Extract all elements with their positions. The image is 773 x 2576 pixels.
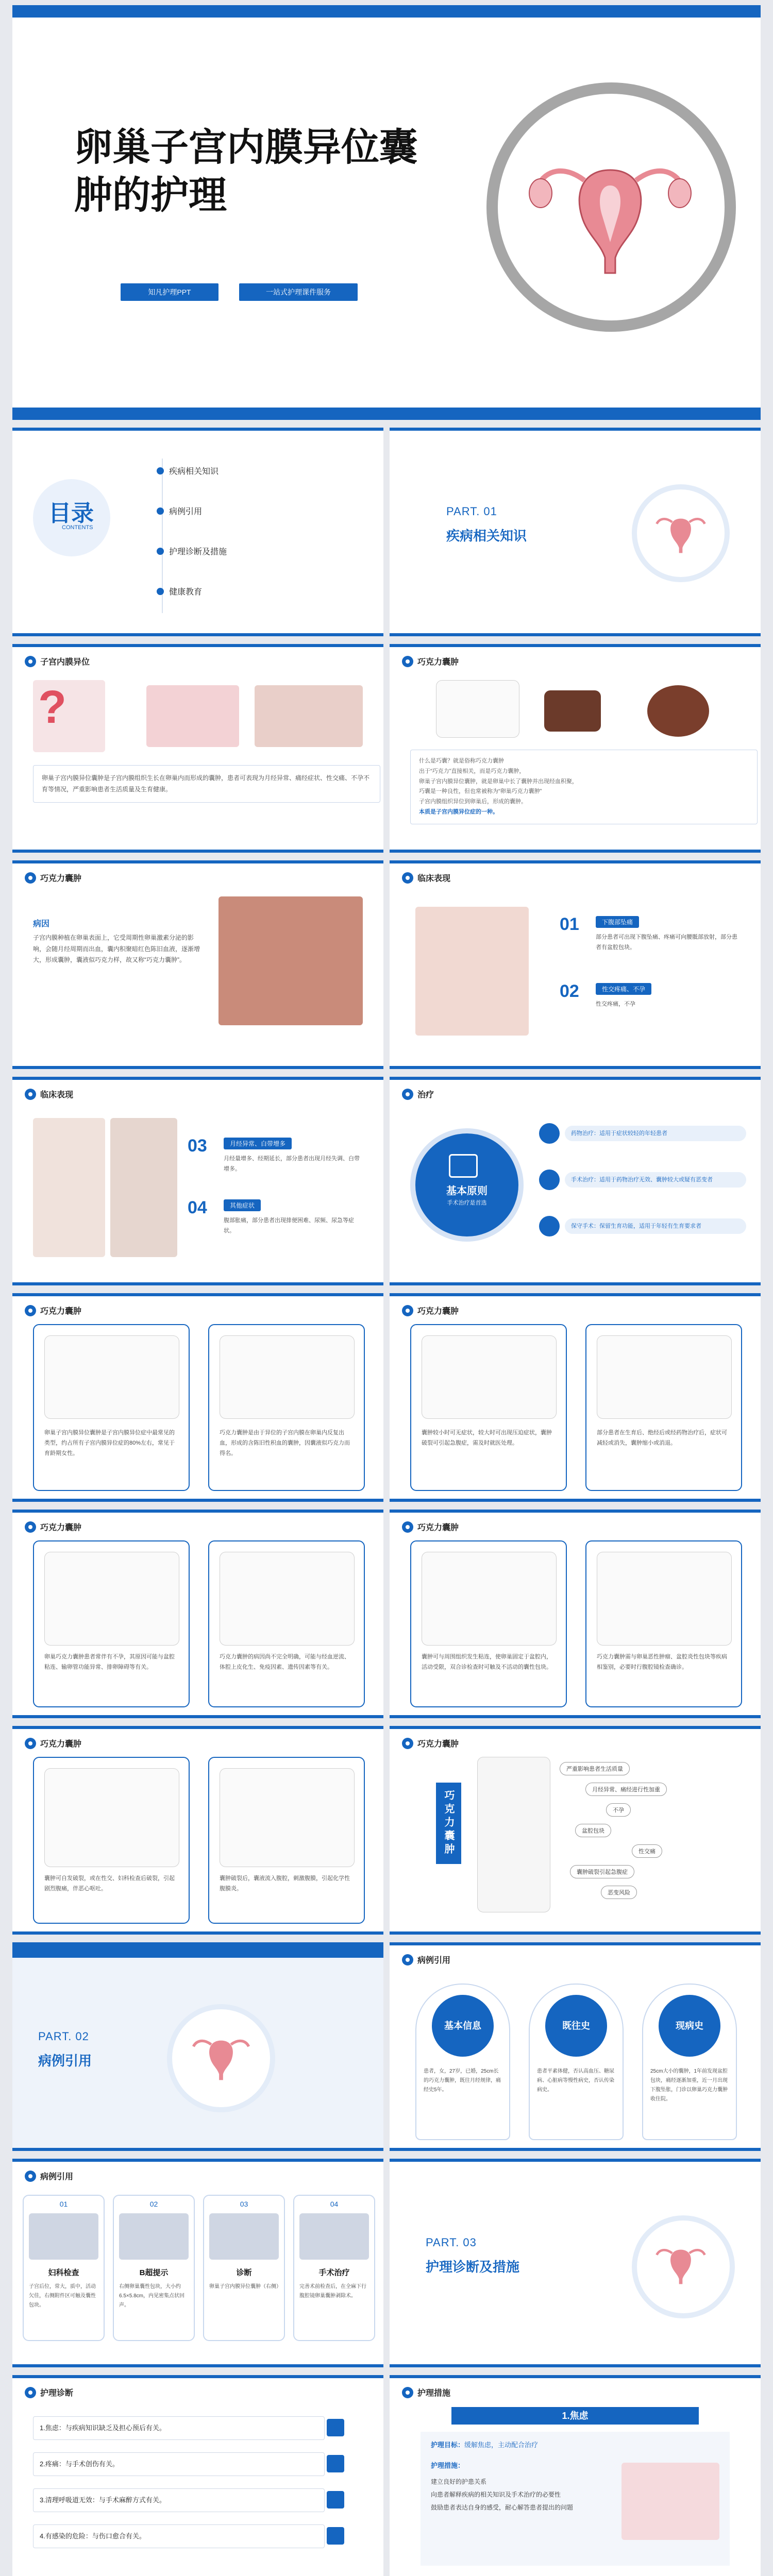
cover-slide [12, 5, 761, 420]
infection-icon [327, 2527, 344, 2545]
nursing-diagnosis-slide [12, 2375, 383, 2576]
treatment-option-2: 手术治疗：适用于药物治疗无效、囊肿较大或疑有恶变者 [565, 1172, 746, 1188]
endometriosis-text: 卵巢子宫内膜异位囊肿是子宫内膜组织生长在卵巢内而形成的囊肿，患者可表现为月经异常、痛经症状、性交痛、不孕不育等情况，严重影响患者生活质量及生育健康。 [33, 765, 380, 803]
abdomen-photo [255, 685, 363, 747]
case-column-3 [642, 1984, 737, 2140]
sketch-card-2 [208, 1540, 365, 1707]
bullet-icon [157, 588, 164, 595]
diagnosis-item-3: 3.清理呼吸道无效：与手术麻醉方式有关。 [33, 2488, 325, 2512]
cover-top-band [12, 5, 761, 18]
heading-icon [25, 1521, 36, 1533]
sketch-image [422, 1335, 557, 1419]
airway-icon [327, 2491, 344, 2509]
slide-heading: 巧克力囊肿 [402, 1737, 459, 1749]
uterus-icon [650, 2236, 712, 2287]
slide-heading: 病例引用 [25, 2170, 73, 2182]
symptom-text-3: 月经量增多、经期延长，部分患者出现月经失调、白带增多。 [224, 1156, 360, 1172]
effect-bubble-4: 盆腔包块 [575, 1824, 611, 1837]
toc-subtitle: CONTENTS [62, 524, 93, 531]
sketch-caption: 囊肿破裂后，囊液流入腹腔，刺激腹膜，引起化学性腹膜炎。 [220, 1875, 350, 1892]
slide-heading: 巧克力囊肿 [402, 655, 459, 667]
part03a-label: PART. 03 [426, 2236, 477, 2249]
slide-heading: 临床表现 [25, 1088, 73, 1100]
case-step-number: 02 [149, 2200, 158, 2208]
heading-icon [25, 2171, 36, 2182]
symptom-text-1: 部分患者可出现下腹坠痛、疼痛可向腰骶部放射，部分患者有盆腔包块。 [596, 934, 737, 951]
treatment-option-1: 药物治疗：适用于症状较轻的年轻患者 [565, 1126, 746, 1141]
treatment-icon-2 [539, 1170, 560, 1190]
heading-icon [402, 656, 413, 667]
heading-icon [25, 1305, 36, 1316]
sketch-caption: 卵巢子宫内膜异位囊肿是子宫内膜异位症中最常见的类型，约占所有子宫内膜异位症的80%左右，常见于育龄期女性。 [44, 1430, 175, 1456]
uterus-illustration-icon [523, 129, 698, 283]
case-step-title: 手术治疗 [318, 2268, 350, 2277]
heading-icon [402, 1089, 413, 1100]
sketch-image [422, 1552, 557, 1646]
part03a-title: 护理诊断及措施 [426, 2259, 520, 2275]
slide-heading: 巧克力囊肿 [25, 1521, 81, 1533]
case-exam-slide [12, 2159, 383, 2367]
slide-heading: 护理诊断 [25, 2386, 73, 2398]
sketch-image [597, 1552, 732, 1646]
case-column-text: 25cm大小的囊肿，1年前发现盆腔包块，痛经逐渐加重，近一月出现下腹坠胀，门诊以卵巢巧克力囊肿收住院。 [650, 2069, 728, 2102]
clinical-1-slide [390, 860, 761, 1069]
nursing-care-1-slide [390, 2375, 761, 2576]
part02-label: PART. 02 [38, 2030, 89, 2043]
sketch-slide-2 [390, 1293, 761, 1502]
uterus-icon [650, 505, 712, 556]
cover-title-line1: 卵巢子宫内膜异位囊 [74, 126, 417, 168]
sketch-image [220, 1335, 355, 1419]
symptom-number-2: 02 [560, 981, 579, 1001]
cause-text: 子宫内膜种植在卵巢表面上，它受周期性卵巢激素分泌的影响，会随月经周期而出血，囊内积聚暗红色陈旧血液，逐渐增大，形成囊肿，囊液似巧克力样，故又称“巧克力囊肿”。 [33, 934, 200, 964]
case-step-text: 卵巢子宫内膜异位囊肿（右侧） [209, 2284, 281, 2290]
toc-slide [12, 428, 383, 636]
document-icon [449, 1154, 478, 1178]
toc-item-label: 病例引用 [169, 507, 203, 516]
cover-title [74, 124, 417, 219]
case-step-number: 03 [240, 2200, 248, 2208]
effect-bubble-1: 严重影响患者生活质量 [560, 1762, 630, 1775]
sketch-card-1 [33, 1540, 190, 1707]
case-step-4 [293, 2195, 375, 2341]
cause-label: 病因 [33, 920, 50, 928]
sketch-card-1 [410, 1324, 567, 1491]
effect-bubble-5: 性交痛 [632, 1844, 662, 1858]
sketch-caption: 囊肿可与周围组织发生粘连，使卵巢固定于盆腔内，活动受限，双合诊检查时可触及不活动的囊性包块。 [422, 1654, 552, 1670]
sketch-card-1 [33, 1757, 190, 1924]
anxiety-icon [327, 2419, 344, 2436]
symptom-tag-2: 性交疼痛、不孕 [596, 983, 651, 995]
case-step-text: 子宫后位，常大，质中，活动欠佳，右侧附件区可触及囊性包块。 [29, 2284, 96, 2308]
sketch-card-2 [208, 1757, 365, 1924]
symptom-number-4: 04 [188, 1198, 207, 1217]
symptom-tag-3: 月经异常、白带增多 [224, 1138, 292, 1149]
sketch-image [44, 1335, 179, 1419]
effects-slide [390, 1726, 761, 1935]
sketch-card-1 [33, 1324, 190, 1491]
sketch-card-2 [208, 1324, 365, 1491]
sketch-card-2 [585, 1324, 742, 1491]
care-measures-label: 护理措施： [431, 2462, 465, 2469]
case-step-photo [119, 2213, 189, 2260]
bullet-icon [157, 467, 164, 474]
symptom-tag-4: 其他症状 [224, 1199, 261, 1211]
chocolate-image-2 [647, 685, 709, 737]
heading-icon [402, 872, 413, 884]
care-goal: 护理目标：缓解焦虑，主动配合治疗 [431, 2441, 539, 2449]
cover-title-line2: 肿的护理 [74, 173, 227, 216]
slide-heading: 巧克力囊肿 [25, 1304, 81, 1316]
case-step-3 [203, 2195, 285, 2341]
symptom-text-4: 腹部胀痛，部分患者出现排便困难、尿频、尿急等症状。 [224, 1217, 354, 1234]
case-column-text: 患者，女，27岁，已婚，25cm长的巧克力囊肿，既往月经规律，痛经史5年。 [424, 2069, 501, 2093]
case-step-title: 诊断 [236, 2268, 252, 2277]
chocolate-cyst-intro-slide [390, 644, 761, 853]
treatment-principle-sub: 手术治疗是首选 [447, 1200, 487, 1206]
patient-photo-1 [33, 1118, 105, 1257]
sketch-slide-3 [12, 1510, 383, 1718]
chocolate-cyst-cause-slide [12, 860, 383, 1069]
bullet-icon [157, 507, 164, 515]
case-step-text: 完善术前检查后，在全麻下行腹腔镜卵巢囊肿剥除术。 [299, 2284, 366, 2299]
sketch-image [220, 1768, 355, 1867]
treatment-option-3: 保守手术：保留生育功能，适用于年轻有生育要求者 [565, 1218, 746, 1234]
sketch-image [44, 1552, 179, 1646]
symptom-number-3: 03 [188, 1136, 207, 1156]
heading-icon [402, 1305, 413, 1316]
care-measures-list: 建立良好的护患关系 向患者解释疾病的相关知识及手术治疗的必要性 鼓励患者表达自身的感受，耐心解答患者提出的问题 [431, 2478, 574, 2512]
toc-item-3[interactable] [157, 545, 227, 557]
effects-vertical-title: 巧克力囊肿 [436, 1783, 461, 1864]
sketch-caption: 巧克力囊肿需与卵巢恶性肿瘤、盆腔炎性包块等疾病相鉴别，必要时行腹腔镜检查确诊。 [597, 1654, 727, 1670]
chocolate-image-1 [544, 690, 601, 732]
part02-slide [12, 1942, 383, 2151]
symptom-number-1: 01 [560, 914, 579, 934]
case-step-title: 妇科检查 [48, 2268, 79, 2277]
question-mark-icon: ? [38, 682, 66, 733]
toc-item-label: 疾病相关知识 [169, 467, 219, 476]
sketch-caption: 巧克力囊肿的病因尚不完全明确，可能与经血逆流、体腔上皮化生、免疫因素、遗传因素等有关。 [220, 1654, 350, 1670]
sketch-card-2 [585, 1540, 742, 1707]
part02-title: 病例引用 [38, 2053, 92, 2069]
diagnosis-item-1: 1.焦虑：与疾病知识缺乏及担心预后有关。 [33, 2416, 325, 2440]
case-step-1 [23, 2195, 105, 2341]
sketch-caption: 卵巢巧克力囊肿患者常伴有不孕，其原因可能与盆腔粘连、输卵管功能异常、排卵障碍等有关。 [44, 1654, 175, 1670]
case-column-2 [529, 1984, 624, 2140]
toc-item-2[interactable] [157, 505, 202, 517]
sketch-caption: 囊肿较小时可无症状，较大时可出现压迫症状，囊肿破裂可引起急腹症，需及时就医处理。 [422, 1430, 552, 1446]
case-step-title: B超提示 [139, 2268, 169, 2277]
case-step-text: 右侧卵巢囊性包块，大小约6.5×5.8cm，内见密集点状回声。 [119, 2284, 184, 2308]
heading-icon [402, 1954, 413, 1965]
sketch-slide-4 [390, 1510, 761, 1718]
heading-icon [402, 1738, 413, 1749]
clinical-2-slide [12, 1077, 383, 1285]
diagnosis-item-4: 4.有感染的危险：与伤口愈合有关。 [33, 2524, 325, 2548]
heading-icon [25, 656, 36, 667]
toc-item-1[interactable] [157, 465, 219, 477]
sketch-caption: 巧克力囊肿是由于异位的子宫内膜在卵巢内反复出血，形成的含陈旧性积血的囊肿，因囊液似巧克力而得名。 [220, 1430, 350, 1456]
sketch-caption: 囊肿可自发破裂，或在性交、妇科检查后破裂，引起剧烈腹痛，伴恶心呕吐。 [44, 1875, 175, 1892]
heading-icon [25, 1738, 36, 1749]
chocolate-cyst-intro-text: 什么是巧囊？就是俗称巧克力囊肿 出于“巧克力”直接相关，而是巧克力囊肿， 卵巢子宫内膜异位囊肿，就是卵巢中长了囊肿并出现经血积聚， 巧囊是一种良性，但也常被称为“卵巢巧克力囊肿” 子宫内膜组织异位到卵巢后，形成的囊肿。 本质是子宫内膜异位症的一种。 [410, 750, 758, 824]
sketch-image [220, 1552, 355, 1646]
toc-item-label: 健康教育 [169, 588, 203, 597]
heading-icon [402, 1521, 413, 1533]
toc-item-4[interactable] [157, 585, 202, 597]
case-column-title: 既往史 [545, 1995, 607, 2057]
case-column-text: 患者平素体健，否认高血压、糖尿病、心脏病等慢性病史，否认传染病史。 [537, 2069, 614, 2093]
cover-bottom-band [12, 408, 761, 420]
slide-heading: 子宫内膜异位 [25, 655, 90, 667]
symptom-tag-1: 下腹部坠痛 [596, 916, 639, 928]
case-step-number: 01 [59, 2200, 68, 2208]
uterus-icon [185, 2025, 257, 2084]
surgery-photo [219, 896, 363, 1025]
endometriosis-slide [12, 644, 383, 853]
care-banner: 1.焦虑 [451, 2407, 699, 2425]
cover-tag-2[interactable]: 一站式护理课件服务 [239, 283, 358, 301]
part01-title: 疾病相关知识 [446, 528, 527, 544]
slide-heading: 临床表现 [402, 872, 450, 884]
case-info-slide [390, 1942, 761, 2151]
slide-heading: 巧克力囊肿 [402, 1304, 459, 1316]
slide-heading: 巧克力囊肿 [25, 1737, 81, 1749]
slide-heading: 巧克力囊肿 [25, 872, 81, 884]
heading-icon [402, 2387, 413, 2398]
case-step-photo [209, 2213, 279, 2260]
sketch-card-1 [410, 1540, 567, 1707]
heart-hands-photo [621, 2463, 719, 2540]
sketch-image [597, 1335, 732, 1419]
heading-icon [25, 1089, 36, 1100]
toc-title: 目录 [48, 501, 94, 526]
pain-icon [327, 2455, 344, 2472]
case-column-title: 现病史 [659, 1995, 720, 2057]
effect-bubble-3: 不孕 [606, 1803, 631, 1817]
abdomen-pain-photo [415, 907, 529, 1036]
heading-icon [25, 2387, 36, 2398]
heading-icon [25, 872, 36, 884]
case-step-photo [29, 2213, 98, 2260]
diagnosis-item-2: 2.疼痛：与手术创伤有关。 [33, 2452, 325, 2476]
woman-sketch-image [477, 1757, 550, 1912]
part01-label: PART. 01 [446, 505, 497, 518]
case-step-photo [299, 2213, 369, 2260]
treatment-principle-title: 基本原则 [446, 1185, 488, 1197]
effect-bubble-7: 恶变风险 [601, 1886, 637, 1899]
treatment-icon-1 [539, 1123, 560, 1144]
effect-bubble-6: 囊肿破裂引起急腹症 [570, 1865, 634, 1878]
symptom-text-2: 性交疼痛，不孕 [596, 1001, 635, 1007]
slide-heading: 护理措施 [402, 2386, 450, 2398]
sketch-caption: 部分患者在生育后、绝经后或经药物治疗后，症状可减轻或消失，囊肿缩小或消退。 [597, 1430, 727, 1446]
slide-heading: 病例引用 [402, 1954, 450, 1965]
case-column-1 [415, 1984, 510, 2140]
treatment-icon-3 [539, 1216, 560, 1236]
uterus-photo [146, 685, 239, 747]
part03a-slide [390, 2159, 761, 2367]
bullet-icon [157, 548, 164, 555]
part01-slide [390, 428, 761, 636]
treatment-slide [390, 1077, 761, 1285]
case-column-title: 基本信息 [432, 1995, 494, 2057]
slide-heading: 治疗 [402, 1088, 434, 1100]
cover-tag-1[interactable]: 知凡护理PPT [121, 283, 219, 301]
part02-top-band [12, 1942, 383, 1958]
sketch-slide-5 [12, 1726, 383, 1935]
sketch-slide-1 [12, 1293, 383, 1502]
case-step-number: 04 [330, 2200, 339, 2208]
sketch-image [44, 1768, 179, 1867]
case-step-2 [113, 2195, 195, 2341]
sketch-image-1 [436, 680, 519, 738]
slide-heading: 巧克力囊肿 [402, 1521, 459, 1533]
toc-item-label: 护理诊断及措施 [169, 548, 227, 556]
patient-photo-2 [110, 1118, 177, 1257]
effect-bubble-2: 月经异常、痛经进行性加重 [585, 1783, 667, 1796]
